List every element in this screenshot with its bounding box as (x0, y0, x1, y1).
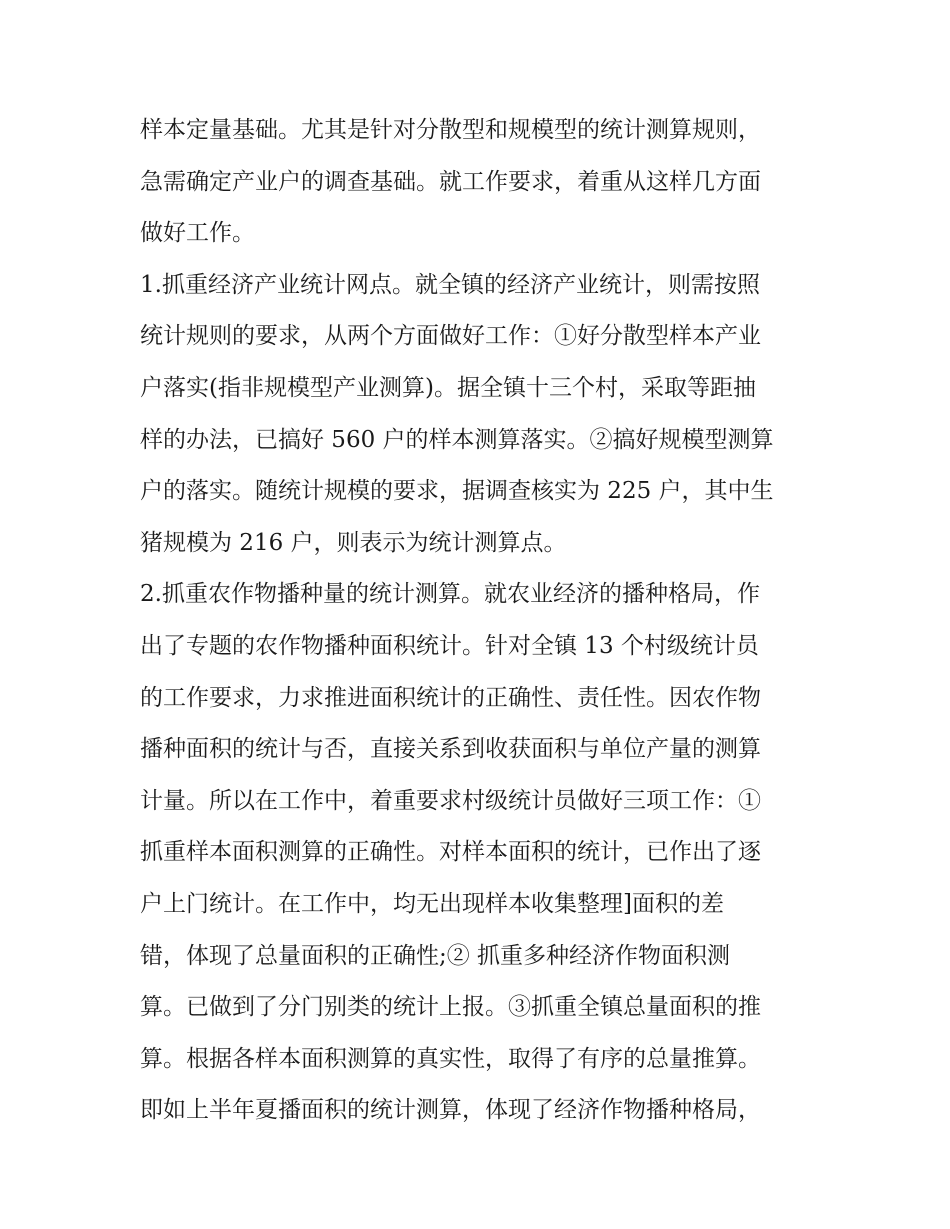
text-line: 样的办法，已搞好 560 户的样本测算落实。②搞好规模型测算 (140, 426, 774, 453)
text-line: 户的落实。随统计规模的要求，据调查核实为 225 户，其中生 (140, 478, 774, 505)
text-line: 做好工作。 (140, 220, 255, 247)
text-line: 户落实(指非规模型产业测算)。据全镇十三个村，采取等距抽 (140, 374, 756, 401)
text-line: 播种面积的统计与否，直接关系到收获面积与单位产量的测算 (140, 736, 761, 763)
text-line: 出了专题的农作物播种面积统计。针对全镇 13 个村级统计员 (140, 632, 759, 659)
text-line: 急需确定产业户的调查基础。就工作要求，着重从这样几方面 (140, 168, 761, 195)
text-line: 1.抓重经济产业统计网点。就全镇的经济产业统计，则需按照 (140, 271, 760, 298)
text-line: 2.抓重农作物播种量的统计测算。就农业经济的播种格局，作 (140, 581, 760, 608)
text-line: 抓重样本面积测算的正确性。对样本面积的统计，已作出了逐 (140, 839, 761, 866)
text-line: 户上门统计。在工作中，均无出现样本收集整理]面积的差 (140, 890, 724, 917)
text-line: 即如上半年夏播面积的统计测算，体现了经济作物播种格局， (140, 1097, 761, 1124)
body-text (140, 105, 820, 1137)
text-line: 猪规模为 216 户，则表示为统计测算点。 (140, 529, 567, 556)
text-line: 算。根据各样本面积测算的真实性，取得了有序的总量推算。 (140, 1045, 761, 1072)
text-line: 的工作要求，力求推进面积统计的正确性、责任性。因农作物 (140, 684, 761, 711)
text-line: 错，体现了总量面积的正确性;② 抓重多种经济作物面积测 (140, 942, 731, 969)
text-line: 样本定量基础。尤其是针对分散型和规模型的统计测算规则， (140, 117, 761, 143)
text-line: 算。已做到了分门别类的统计上报。③抓重全镇总量面积的推 (140, 994, 761, 1021)
text-line: 统计规则的要求，从两个方面做好工作：①好分散型样本产业 (140, 323, 761, 350)
text-line: 计量。所以在工作中，着重要求村级统计员做好三项工作：① (140, 787, 761, 814)
